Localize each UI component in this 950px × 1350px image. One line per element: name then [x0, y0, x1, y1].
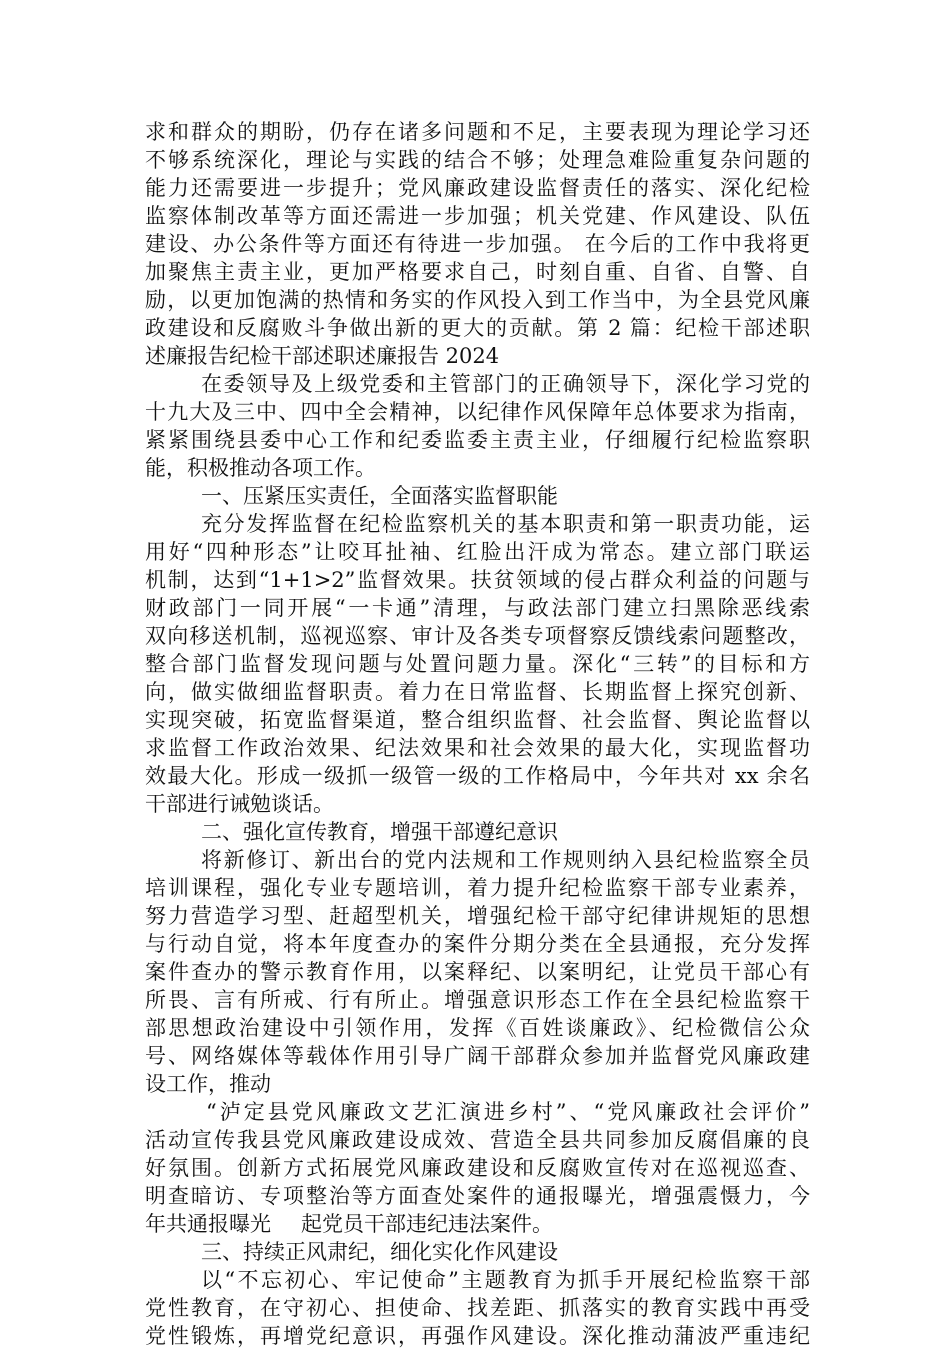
- text-line: 号、网络媒体等载体作用引导广阔干部群众参加并监督党风廉政建: [145, 1044, 810, 1068]
- text-line: 设工作，推动: [145, 1072, 271, 1096]
- text-line: 监察体制改革等方面还需进一步加强；机关党建、作风建设、队伍: [145, 204, 810, 228]
- text-line: 实现突破，拓宽监督渠道，整合组织监督、社会监督、舆论监督以: [145, 708, 810, 732]
- document-page: [145, 118, 810, 1350]
- section-heading-1: 一、压紧压实责任，全面落实监督职能: [201, 484, 558, 508]
- text-line: 能，积极推动各项工作。: [145, 456, 376, 480]
- paragraph-first-line: 将新修订、新出台的党内法规和工作规则纳入县纪检监察全员: [201, 848, 810, 872]
- paragraph-first-line: 充分发挥监督在纪检监察机关的基本职责和第一职责功能，运: [201, 512, 810, 536]
- text-line: 加聚焦主责主业，更加严格要求自己，时刻自重、自省、自警、自: [145, 260, 810, 284]
- text-fragment: 年共通报曝光: [145, 1212, 271, 1236]
- text-line: 向，做实做细监督职责。着力在日常监督、长期监督上探究创新、: [145, 680, 810, 704]
- text-line: 活动宣传我县党风廉政建设成效、营造全县共同参加反腐倡廉的良: [145, 1128, 810, 1152]
- text-line: 案件查办的警示教育作用，以案释纪、以案明纪，让党员干部心有: [145, 960, 810, 984]
- text-line: 不够系统深化，理论与实践的结合不够；处理急难险重复杂问题的: [145, 148, 810, 172]
- text-line: 述廉报告纪检干部述职述廉报告 2024: [145, 344, 500, 368]
- text-line: 与行动自觉，将本年度查办的案件分期分类在全县通报，充分发挥: [145, 932, 810, 956]
- text-line: 整合部门监督发现问题与处置问题力量。深化“三转”的目标和方: [145, 652, 810, 676]
- text-line: 能力还需要进一步提升；党风廉政建设监督责任的落实、深化纪检: [145, 176, 810, 200]
- text-line: 财政部门一同开展“一卡通”清理，与政法部门建立扫黑除恶线索: [145, 596, 810, 620]
- section-heading-2: 二、强化宣传教育，增强干部遵纪意识: [201, 820, 558, 844]
- text-line: 十九大及三中、四中全会精神，以纪律作风保障年总体要求为指南，: [145, 400, 810, 424]
- paragraph-first-line: “泸定县党风廉政文艺汇演进乡村”、“党风廉政社会评价”: [206, 1100, 810, 1124]
- text-line: 党性锻炼，再增党纪意识，再强作风建设。深化推动蒲波严重违纪: [145, 1324, 810, 1348]
- text-line: 政建设和反腐败斗争做出新的更大的贡献。第 2 篇：纪检干部述职: [145, 316, 810, 340]
- text-line: 效最大化。形成一级抓一级管一级的工作格局中，今年共对 xx 余名: [145, 764, 810, 788]
- section-heading-3: 三、持续正风肃纪，细化实化作风建设: [201, 1240, 558, 1264]
- text-line: 干部进行诫勉谈话。: [145, 792, 334, 816]
- text-line: 紧紧围绕县委中心工作和纪委监委主责主业，仔细履行纪检监察职: [145, 428, 810, 452]
- text-line: 求监督工作政治效果、纪法效果和社会效果的最大化，实现监督功: [145, 736, 810, 760]
- text-line: 好氛围。创新方式拓展党风廉政建设和反腐败宣传对在巡视巡查、: [145, 1156, 810, 1180]
- paragraph-first-line: 以“不忘初心、牢记使命”主题教育为抓手开展纪检监察干部: [201, 1268, 810, 1292]
- text-fragment: 起党员干部违纪违法案件。: [301, 1212, 553, 1236]
- text-line: 用好“四种形态”让咬耳扯袖、红脸出汗成为常态。建立部门联运: [145, 540, 810, 564]
- text-line: 培训课程，强化专业专题培训，着力提升纪检监察干部专业素养，: [145, 876, 810, 900]
- text-line: 机制，达到“1+1>2”监督效果。扶贫领域的侵占群众利益的问题与: [145, 568, 810, 592]
- text-line: 党性教育，在守初心、担使命、找差距、抓落实的教育实践中再受: [145, 1296, 810, 1320]
- text-line: 明查暗访、专项整治等方面查处案件的通报曝光，增强震慑力，今: [145, 1184, 810, 1208]
- text-line: 双向移送机制，巡视巡察、审计及各类专项督察反馈线索问题整改，: [145, 624, 810, 648]
- text-line: 求和群众的期盼，仍存在诸多问题和不足，主要表现为理论学习还: [145, 120, 810, 144]
- text-line: 建设、办公条件等方面还有待进一步加强。 在今后的工作中我将更: [145, 232, 810, 256]
- text-line: 努力营造学习型、赶超型机关，增强纪检干部守纪律讲规矩的思想: [145, 904, 810, 928]
- text-line: [145, 1210, 810, 1238]
- paragraph-first-line: 在委领导及上级党委和主管部门的正确领导下，深化学习党的: [201, 372, 810, 396]
- text-line: 励，以更加饱满的热情和务实的作风投入到工作当中，为全县党风廉: [145, 288, 810, 312]
- text-line: 所畏、言有所戒、行有所止。增强意识形态工作在全县纪检监察干: [145, 988, 810, 1012]
- text-line: 部思想政治建设中引领作用，发挥《百姓谈廉政》、纪检微信公众: [145, 1016, 810, 1040]
